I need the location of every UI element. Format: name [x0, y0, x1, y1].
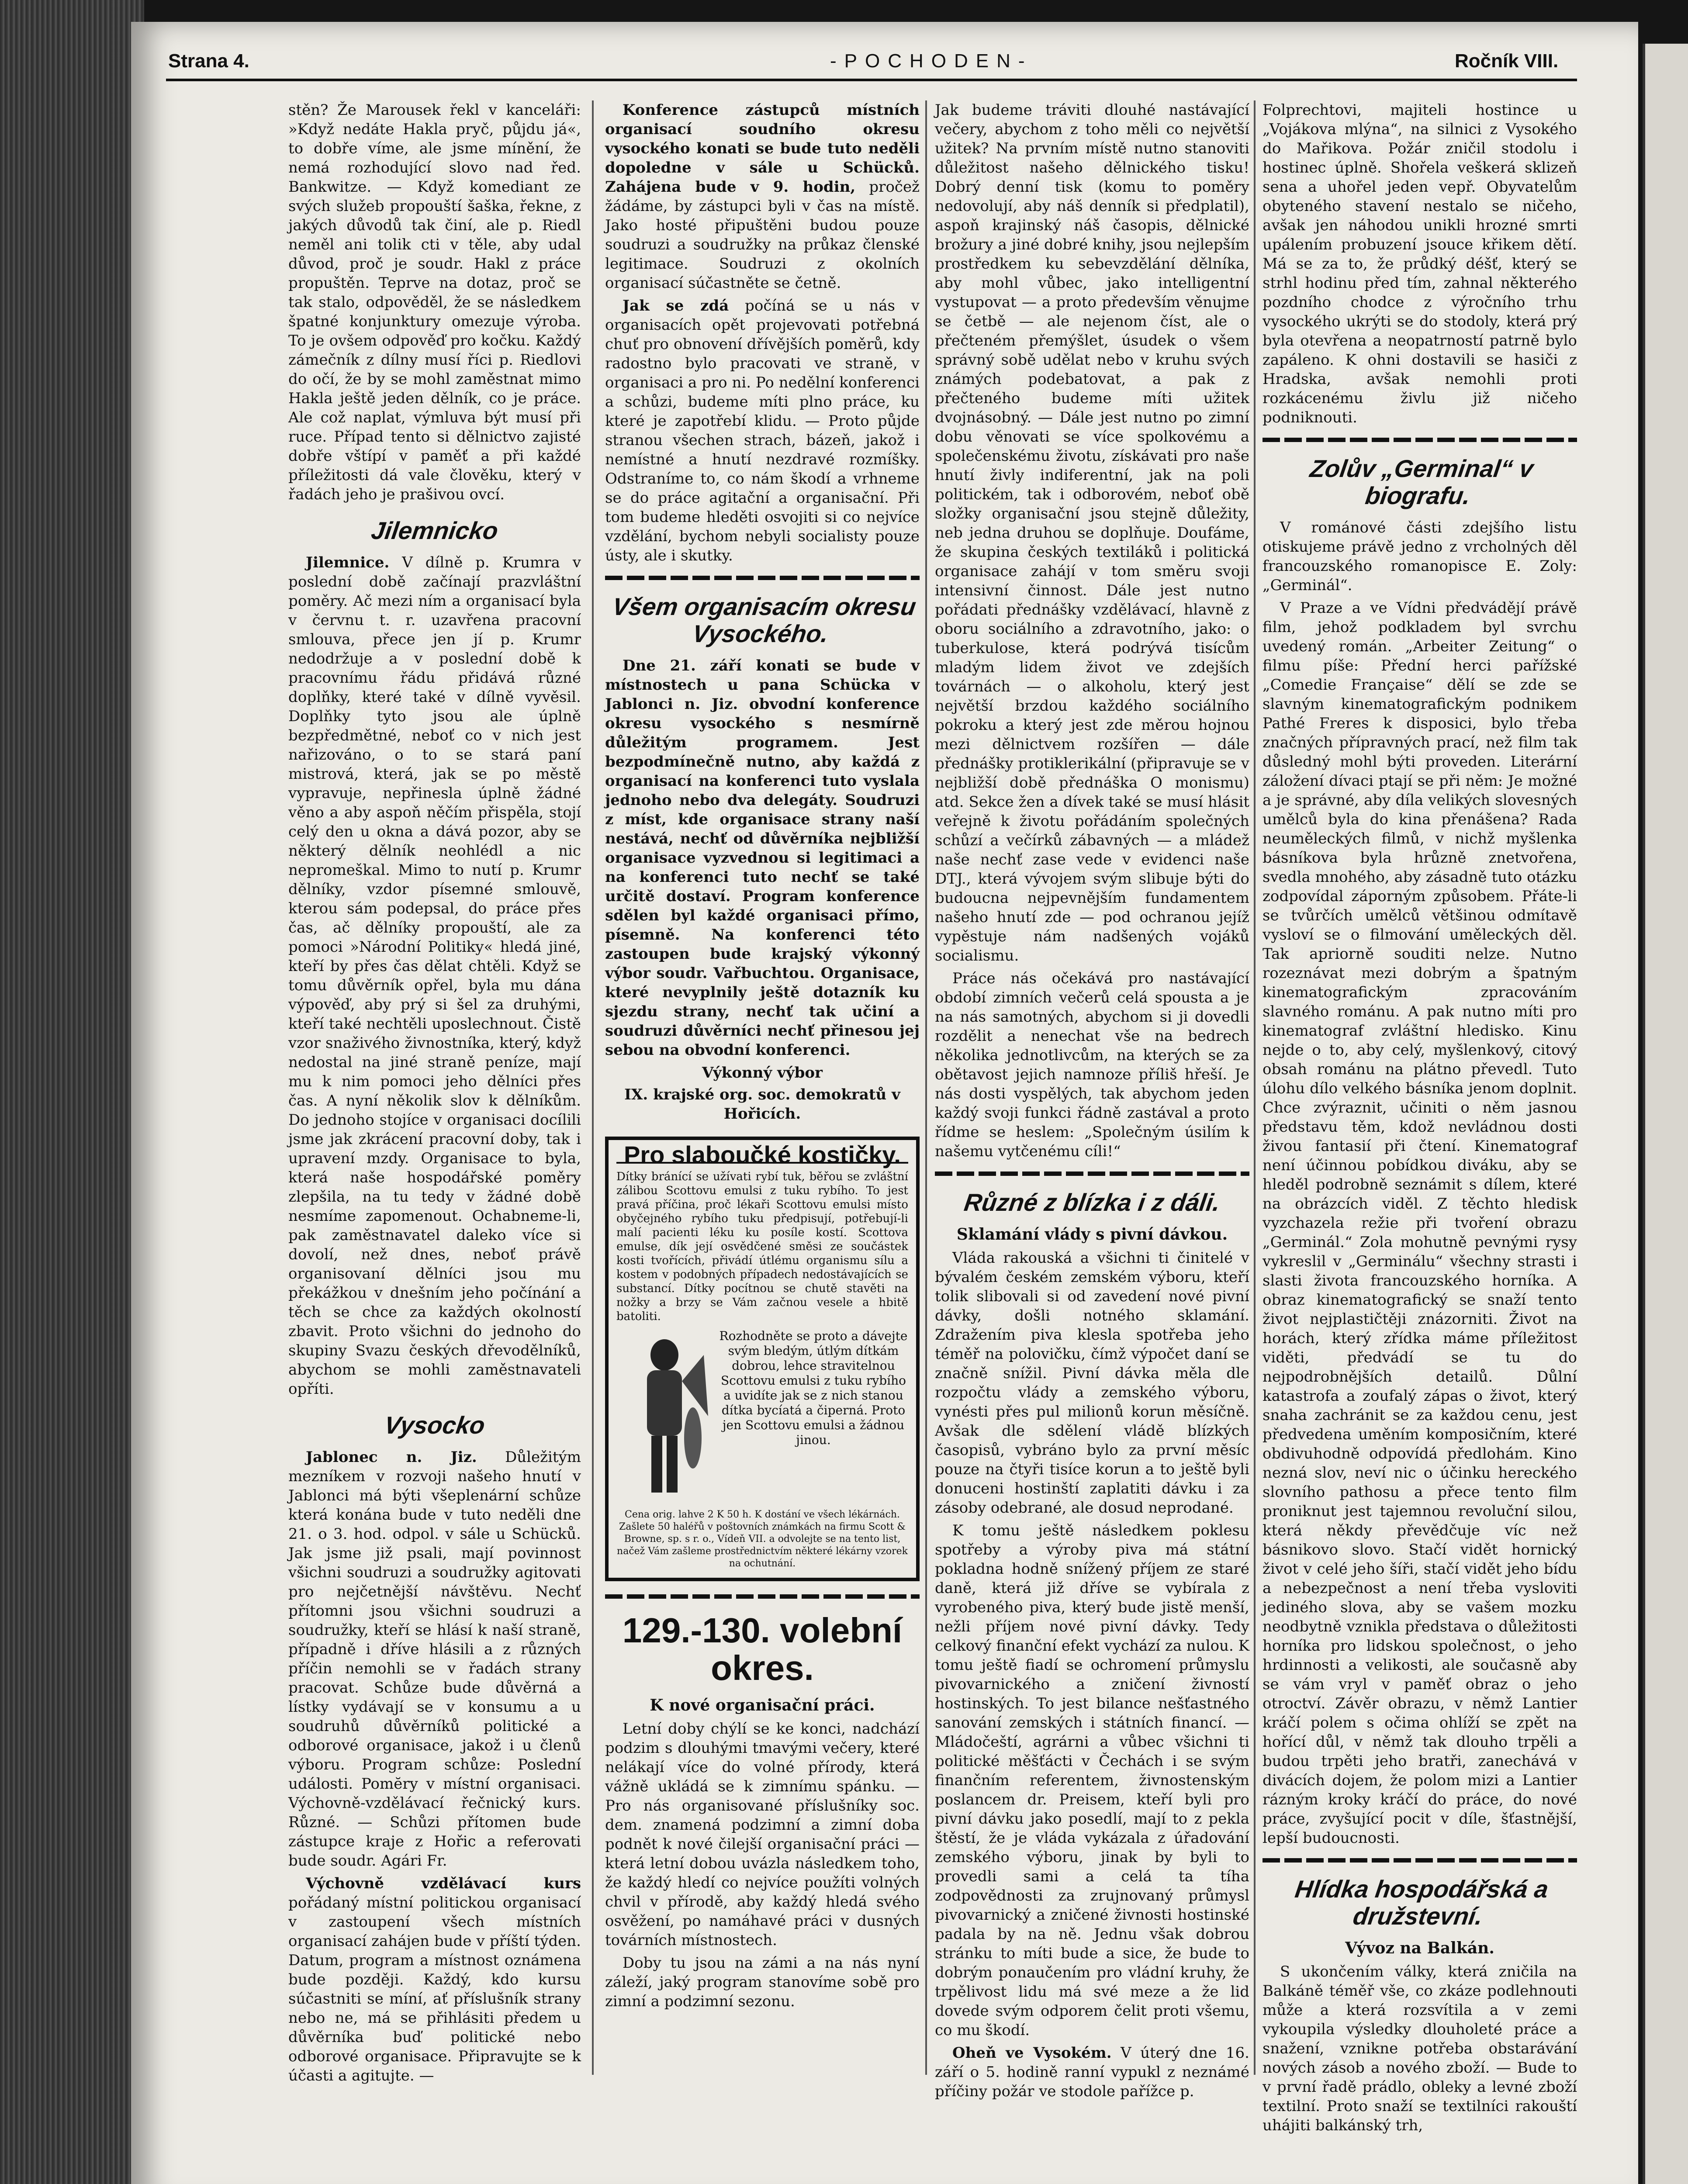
article-paragraph: [935, 2043, 1249, 2101]
article-text: Folprechtovi, majiteli hostince u „Vojákova mlýna“, na silnici z Vysokého do Mařikova. Požár zničil stodolu i hostinec úplně. Shořela veškerá sklizeň sena a uhořel jeden vepř. Obyvatelům obyteného stavení nestalo se ničeho, avšak jen náhodou unikli hrozné smrti upálením probuzení jsouce křikem dětí. Má se za to, že průdký déšť, který se strhl hodinu před tím, zahnal některého pozdního chodce z výročního trhu vysockého ukrýti se do stodoly, která prý byla otevřena a neopatrností patrně bylo zapáleno. K ohni dostavili se hasiči z Hradska, avšak nemohli proti rozkácenému živlu již ničeho podniknouti.: [1263, 101, 1577, 426]
column-3: [935, 100, 1249, 2105]
article-paragraph: [288, 1874, 581, 2085]
section-heading-vsem-organisacim: Všem organisacím okresu Vysockého.: [610, 593, 918, 647]
section-heading-hlidka: Hlídka hospodářská a družstevní.: [1293, 1875, 1550, 1930]
column-1: [288, 100, 581, 2089]
article-subheading: Sklamání vlády s pivní dávkou.: [956, 1225, 1228, 1244]
ad-body: Dítky bránící se užívati rybí tuk, běřou se zvláštní zálibou Scottovu emulsi z tuku rybího. To jest pravá příčina, proč lékaři Scottovu emulsi místo obyčejného rybího tuku předpisují, potřebují-li malí pacienti léku ku posíle kostí. Scottova emulse, dík její osvědčené směsi ze součástek kosti tvořících, přivádí útlému organismu sílu a kostem v podobných případech nedostávajících se substancí. Dítky pocítnou se chutě stavěti na nožky a brzy se Vám začnou vesele a hbitě batoliti.: [616, 1170, 908, 1323]
masthead-title: -POCHODEN-: [830, 50, 1033, 72]
column-divider: [1254, 100, 1256, 2075]
article-paragraph: [288, 1448, 581, 1870]
section-rule: [1263, 438, 1577, 442]
signature: Výkonný výbor: [702, 1064, 823, 1082]
adjacent-page-fragment: [1643, 44, 1688, 2184]
fisherman-with-fish-illustration-icon: [616, 1329, 713, 1503]
dateline: Jak se zdá: [623, 297, 729, 314]
section-heading-vysocko: Vysocko: [382, 1411, 487, 1439]
dateline: Jilemnice.: [306, 554, 390, 571]
advertisement-scott-emulsion: [605, 1137, 920, 1581]
article-paragraph: [288, 553, 581, 1399]
section-heading-germinal: Zolův „Germinal“ v biografu.: [1308, 455, 1536, 509]
article-text: K tomu ještě následkem poklesu spotřeby a výroby piva má státní pokladna hodně snížený příjem ze staré daně, která již dříve se vybírala z vyrobeného piva, který bude jistě menší, nežli příjem nové pivní dávky. Tedy celkový finanční efekt vychází za nulou. K tomu ještě fiadí se ochromení průmyslu pivovarnického a zničení živností hostinských. To jest bilance nešťastného sanování zemských i státních financí. — Mládočeští, agrárni a vůbec všichni ti politické měšťácti v Čechách i se svým finančním referentem, živnostenským poslancem dr. Preisem, kteří byli pro pivní dávku jako posedlí, mají to z pekla štěstí, že je vláda vykázala z úřadování zemského výboru, jinak by byli to provedli sami a celá ta tíha zodpovědnosti za zrujnovaný průmysl pivovarnický a zničené živnosti hostinské padala by na ně. Jednu však dobrou stránku to míti bude a sice, že bude to dobrým ponaučením pro vládní kruhy, že trpělivost lidu má své meze a že lid dovede svým odporem čelit proti všemu, co mu škodí.: [935, 1522, 1249, 2039]
article-text: pořádaný místní politickou organisací v zastoupení všech místních organisací zahájen bude v příští týden. Datum, program a místnost oznámena bude později. Každý, kdo kursu súčastniti se míní, ať příslušník strany nebo ne, má se přihlásiti předem u důvěrníka buď politické nebo odborové organisace. Připravujte se k účasti a agitujte. —: [288, 1894, 581, 2084]
section-heading-jilemnicko: Jilemnicko: [369, 517, 500, 544]
article-paragraph: [605, 100, 920, 293]
volume-number: Ročník VIII.: [1455, 50, 1559, 72]
section-rule: [1263, 1858, 1577, 1863]
article-subheading: Vývoz na Balkán.: [1345, 1939, 1494, 1957]
article-text: V Praze a ve Vídni předvádějí právě film, jehož podkladem byl svrchu uvedený román. „Arbeiter Zeitung“ o filmu píše: Přední herci pařížské „Comedie Française“ dělí se zde se slavným kinematografickým podnikem Pathé Freres k disposici, bylo třeba značných přípravných prací, než film tak důsledný mohl býti proveden. Literární záložení dívaci ptají se při něm: Je možné a je správné, aby díla velikých slovesných umělců byla do kina přenášena? Rada neuměleckých filmů, v nichž myšlenka básníkova byla hrůzně znetvořena, svedla mnohého, aby zásadně tuto otázku zodpovídal záporným způsobem. Přáte-li se tvůrčích umělců většinou odmítavě vysloví se o filmování uměleckých děl. Tak apriorně souditi nelze. Nutno rozeznávat mezi dobrým a špatným kinematografickým zpracováním slavného románu. A pak nutno míti pro kinematograf zvláštní hledisko. Kinu nejde o to, aby celý, myšlenkový, citový obsah románu na plátno převedl. Tuto úlohu dílo velkého básníka jenom doplnit. Chce zvýraznit, učiniti o něm jasnou představu těm, kdož nevládnou dosti živou fantasií při čtení. Kinematograf není účinnou pobídkou diváku, aby se hleděl podrobně seznámit s dílem, které na obrázcích viděl. Z těchto hledisk vyzchazela režie při tvoření obrazu „Germinál.“ Zola mohutně pevnými rysy vykreslil v „Germinálu“ všechny strasti i slasti života francouzského horníka. A obraz kinematografický se snaží tento život nejplastičtěji znázorniti. Život na horách, který zřídka máme příležitost viděti, předvádí se tu do nejpodrobnějších detailů. Důlní katastrofa a zoufalý zápas o život, který snaha zachránit se za každou cenu, jest předvedena uměním komposičním, které obdivuhodně odpovídá předlohám. Kino nezná slov, neví nic o účinku hereckého slovního pathosu a přece tento film proniknut jest tajemnou revoluční silou, která někdy převědčuje víc než básnikovo slovo. Stačí vidět hornický život v celé jeho šíři, stačí vidět jeho bídu a nebezpečnost a není třeba vysloviti jediného slova, aby se vašem mozku neodbytně vznikla představa o důležitosti horníka pro lidskou společnost, o jeho hrdinnosti a velikosti, ale současně aby se vám vryl v paměť obraz o jeho otroctví. Závěr obrazu, v němž Lantier kráčí polem s očima ohlíží se zpět na hořící důl, v němž tak dlouho trpěli a budou trpěti jeho bratři, zanechává v divácích dojem, že polom mizi a Lantier rázným kroky kráčí do práce, do nové práce, zvyšující pocit v díle, šťastnější, lepší budoucnosti.: [1263, 599, 1577, 1847]
article-paragraph: [605, 296, 920, 565]
article-subheading: K nové organisační práci.: [650, 1696, 875, 1714]
article-text: Důležitým mezníkem v rozvoji našeho hnutí v Jablonci má býti všeplenární schůze která konána bude v tuto neděli dne 21. o 3. hod. odpol. v sále u Schücků. Jak jsme již psali, mají povinnost všichni soudruzi a soudružky agitovati pro nejčetnější návštěvu. Nechť přítomni jsou všichni soudruzi a soudružky, kteří se hlásí k naší straně, případně i dříve hlásili a z různých příčin nemohli se v řadách strany pracovat. Schůze bude důvěrná a lístky vydávají se v konsumu a u soudruhů důvěrníků politické a odborové organisace, jakož i u členů výboru. Program schůze: Poslední události. Pomĕry v místní organisaci. Výchovně-vzdělávací řečnický kurs. Různé. — Schůzi přítomen bude zástupce kraje z Hořic a referovati bude soudr. Agári Fr.: [288, 1448, 581, 1870]
article-text: Letní doby chýlí se ke konci, nadchází podzim s dlouhými tmavými večery, které nelákají více do volné přírody, která vážně ukládá se k zimnímu spánku. — Pro nás organisované příslušníky soc. dem. znamená podzimní a zimní doba podnět k nové čilejší organisační práci — která letní dobou uvázla následkem toho, že každý hledí co nejvíce použíti volných chvil v přírodě, aby každý hledá svého osvěžení, po namáhavé práci v dusných továrních místnostech.: [605, 1720, 920, 1949]
article-text: V dílně p. Krumra v poslední době začínají prazvláštní poměry. Ač mezi ním a organisací byla v červnu t. r. uzavřena pracovní smlouva, přece jen jí p. Krumr nedodržuje a v poslední době k pracovnímu řádu přidává různé doplňky, které také v dílně vyvěsil. Doplňky tyto jsou ale úplně bezpředmětné, neboť co v nich jest nařizováno, o to se stará paní mistrová, která, jak se po městě vypravuje, nepřinesla úplně žádné věno a aby aspoň něčím přispěla, stojí celý den u okna a dává pozor, aby se některý dělník neohlédl a nic nepromeškal. Mimo to nutí p. Krumr dělníky, vzdor písemné smlouvě, kterou sám podepsal, do práce přes čas, ač dělníky propouští, ale za pomoci »Národní Politiky« hledá jiné, kteří by přes čas dělat chtěli. Když se tomu důvěrník opřel, byla mu dána výpověď, aby prý si šel za druhými, kteří také nechtěli uposlechnout. Čistě vzor snaživého živnostníka, který, když nedostal na jiné straně peníze, mají mu k nim pomoci jeho dělníci přes čas. A nyní několik slov k dělníkům. Do jednoho stojíce v organisaci docílili jsme jak zkrácení pracovní doby, tak i upravení mzdy. Organisace to byla, která naše hospodářské poměry zlepšila, na tu tedy v žádné době nesmíme zapomenout. Ochabneme-li, pak zaměstnavatel daleko více si dovolí, než dnes, neboť právě organisovaní dělníci jsou mu překážkou v dnešním jeho počínání a těch se chce za každých okolností zbavit. Proto všichni do jednoho do skupiny Svazu českých dřevodělníků, abychom se mohli zaměstnavateli opříti.: [288, 554, 581, 1398]
article-text: V úterý dne 16. září o 5. hodině ranní vypukl z neznámé příčiny požár ve stodole pařížce p.: [935, 2044, 1249, 2100]
article-text: Práce nás očekává pro nastávající období zimních večerů celá spousta a je na nás samotných, abychom si ji dovedli rozdělit a nenechat vše na bedrech několika jednotlivcům, na kterých se za obětavost jejich namnoze příliš hřeší. Je nás dosti vyspělých, tak abychom jeden každý svoji funkci řádně zastával a proto řídme se heslem: „Společným úsilím k našemu vytčenému cíli!“: [935, 970, 1249, 1160]
header-rule: [166, 79, 1577, 81]
article-text: Jak budeme tráviti dlouhé nastávající večery, abychom z toho měli co největší užitek? Na prvním místě nutno stanoviti důležitost našeho dělnického tisku! Dobrý denní tisk (komu to poměry nedovolují, aby náš denník si předplatil), aspoň krajinský náš časopis, dělnické brožury a jiné dobré knihy, jsou nejlepším prostředkem ku sebevzdělání dělníka, aby mohl vůbec, jako intelligentní vystupovat — a proto především věnujme se četbě — ale nejenom číst, ale o přečteném přemýšlet, úsudek o všem správný sobě udělat nebo v kruhu svých známých podebatovat, a pak z přečteného budeme míti užitek dvojnásobný. — Dále jest nutno po zimní dobu věnovati se více spolkovému a společenskému životu, získávati pro naše hnutí živly indiferentní, jak na poli politickém, tak i odborovém, neboť obě složky organisační jsou stejně důležity, neb jedna druhou se doplňuje. Doufáme, že skupina českých textiláků i politická organisace zahájí v tom směru svoji intensivní činnost. Dále jest nutno pořádati přednášky vzdělávací, hlavně z oboru sociálního a zdravotního, jako: o tuberkulose, která podrývá tisícům mladým lidem život ve zdejších továrnách — o alkoholu, který jest největší brzdou každého sociálního pokroku a který jest zde měrou hojnou mezi dělnictvem rozšířen — dále přednášky protiklerikální (připravuje se v nejbližší době přednáška O monismu) atd. Sekce žen a dívek také se musí hlásit veřejně k životu pořádáním společných schůzí a večírků zábavných — a mládež naše nechť zase vede v evidenci naše DTJ., která vývojem svým slibuje býti do budoucna nejpevnějším fundamentem našeho hnutí zde — pod ochranou jejíž vypěstuje nám nadšených vojáků socialismu.: [935, 101, 1249, 964]
ad-row: [616, 1329, 908, 1503]
column-4: [1263, 100, 1577, 2139]
ad-footer: Cena orig. lahve 2 K 50 h. K dostání ve všech lékárnách. Zašlete 50 haléřů v poštovních známkách na firmu Scott & Browne, sp. s r. o., Vídeň VII. a odvolejte se na tento list, načež Vám zašleme prostřednictvím některé lékárny vzorek na ochutnání.: [617, 1509, 908, 1569]
section-rule: [605, 1594, 920, 1599]
ad-side-text: Rozhodněte se proto a dávejte svým bledým, útlým dítkám dobrou, lehce stravitelnou Scottovu emulsi z tuku rybího a uvidíte jak se z nich stanou dítka bycíatá a čiperná. Proto jen Scottovu emulsi a žádnou jinou.: [719, 1329, 908, 1447]
section-heading-volebni-okres: 129.-130. volební okres.: [622, 1611, 903, 1687]
signature: IX. krajské org. soc. demokratů v Hořicích.: [624, 1086, 900, 1123]
article-text: S ukončením války, která zničila na Balkáně téměř vše, co zkáze podlehnouti může a která rozsvítila a v zemi vykoupila výsledky dlouholeté práce a snažení, vznikne potřeba obstarávání nových zásob a nového zboží. — Bude to v první řadě prádlo, obleky a levné zboží textilní. Proto snaží se textilníci rakouští uhájiti balkánský trh,: [1263, 1963, 1577, 2134]
article-text: stěn? Že Marousek řekl v kanceláři: »Když nedáte Hakla pryč, půjdu já«, to dobře víme, ale jsme mínění, že nemá rozhodující slovo nad řed. Bankwitze. — Když komediant ze svých služeb propouští šaška, řekne, z jakých důvodů tak činí, ale p. Riedl neměl ani tolik cti v těle, aby udal důvod, proč je soudr. Hakl z práce propuštěn. Teprve na dotaz, proč se tak stalo, odpověděl, že se následkem špatné konjunktury omezuje výroba. To je ovšem odpověď pro kočku. Každý zámečník z dílny musí říci p. Riedlovi do očí, že by se mohl zaměstnat mimo Hakla ještě jeden dělník, co je práce. Ale což naplat, výmluva být musí při ruce. Případ tento si dělnictvo zajisté dobře vštípí v paměť a při každé příležitosti dá vale člověku, který v řadách jeho je prašivou ovcí.: [288, 101, 581, 503]
dateline: Výchovně vzdělávací kurs: [306, 1875, 581, 1892]
article-text: počíná se u nás v organisacích opět projevovati potřebná chuť pro obnovení dřívějších poměrů, kdy radostno bylo pracovati ve straně, v organisaci a pro ni. Po nedělní konferenci a schůzi, budeme míti plno práce, ku které je zapotřebí klidu. — Proto půjde stranou všechen strach, bázeň, jakož i nemístné a hnutí nezdravé rozmíšky. Odstraníme to, co nám škodí a vrhneme se do práce agitační a organisační. Při tom budeme hleděti osvojiti si co nejvíce vzdělání, bychom nebyli socialisty pouze ústy, ale i skutky.: [605, 297, 920, 564]
column-2: [605, 100, 920, 2015]
article-text-bold: místních organisací soudního okresu vysockého konati se bude tuto neděli dopoledne v sále u Schücků. Zahájena bude v 9. hodin,: [605, 101, 920, 196]
column-divider: [925, 100, 927, 2075]
section-rule: [935, 1171, 1249, 1176]
book-page-edges: [0, 0, 144, 2184]
dateline: Konference zástupců: [623, 101, 820, 119]
dateline: Jablonec n. Jiz.: [306, 1448, 477, 1466]
section-rule: [605, 576, 920, 580]
article-text: Vláda rakouská a všichni ti činitelé v bývalém českém zemském výboru, kteří tolik slibovali si od zavedení nové pivní dávky, došli notného sklamání. Zdražením piva klesla spotřeba jeho téměř na polovičku, čímž výpočet daní se značně snížil. Pivní dávka měla dle rozpočtu vlády a zemského výboru, vynésti přes pul milionů korun měsíčně. Avšak dle sdělení vládě blízkých časopisů, vybráno bylo za první měsíc pouze na čtyři tisíce korun a to ještě byli donuceni hostinští zaplatiti dávku i za zásoby odebrané, ale dosud neprodané.: [935, 1249, 1249, 1517]
section-heading-ruzne: Různé z blízka i z dáli.: [962, 1189, 1222, 1216]
column-divider: [592, 100, 594, 2075]
page-number: Strana 4.: [168, 50, 249, 72]
article-text: V románové části zdejšího listu otiskujeme právě jedno z vrcholných děl francouzského romanopisce E. Zoly: „Germinál“.: [1263, 519, 1577, 594]
article-text: Doby tu jsou na zámi a na nás nyní záleží, jaký program stanovíme sobě pro zimní a podzimní sezonu.: [605, 1954, 920, 2010]
ad-title: Pro slaboučké kostičky.: [616, 1148, 908, 1164]
dateline: Oheň ve Vysokém.: [952, 2044, 1112, 2062]
announcement-text: Dne 21. září konati se bude v místnostech u pana Schücka v Jablonci n. Jiz. obvodní konference okresu vysockého s nesmírně důležitým programem. Jest bezpodmínečně nutno, aby každá z organisací na konferenci tuto vyslala jednoho nebo dva delegáty. Soudruzi z míst, kde organisace strany naší nestává, nechť od důvěrníka nejbližší organisace vyzvednou si legitimaci a na konferenci tuto nechť se také určitě dostaví. Program konference sdělen byl každé organisaci přímo, písemně. Na konferenci této zastoupen bude krajský výkonný výbor soudr. Vařbuchtou. Organisace, které nevyplnily ještě dotazník ku sjezdu strany, nechť tak učiní a soudruzi důvěrníci nechť přinesou jej sebou na obvodní konferenci.: [605, 657, 920, 1059]
article-text: pročež žádáme, by zástupci byli v čas na místě. Jako hosté připuštěni budou pouze soudruzi a soudružky na průkaz členské legitimace. Soudruzi z okolních organisací súčastněte se četně.: [605, 178, 920, 292]
